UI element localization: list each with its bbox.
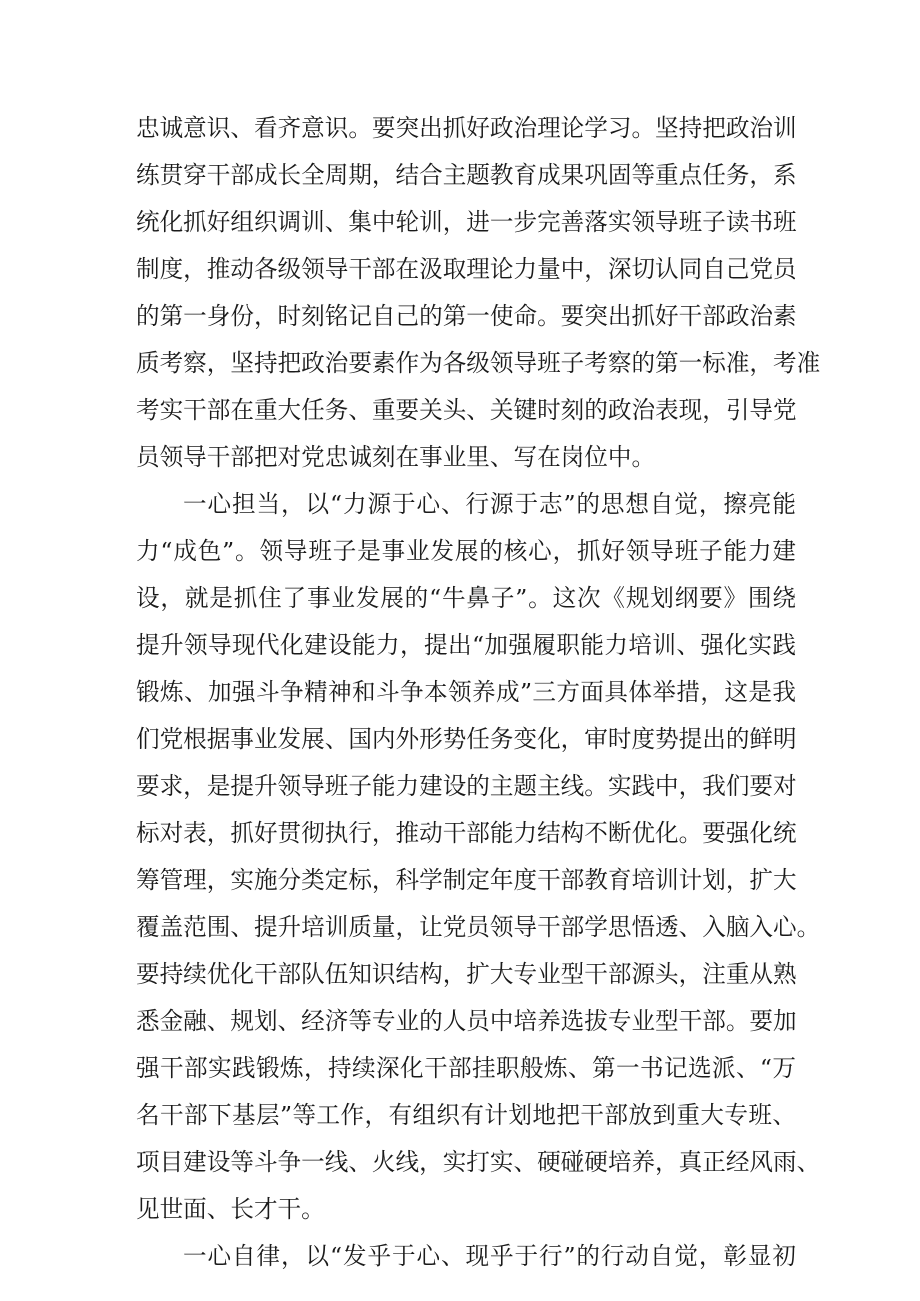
paragraph-line-5: 的第一身份，时刻铭记自己的第一使命。要突出抓好干部政治素 xyxy=(136,302,797,330)
paragraph-line-16: 标对表，抓好贯彻执行，推动干部能力结构不断优化。要强化统 xyxy=(136,819,797,847)
paragraph-line-24: 见世面、长才干。 xyxy=(136,1195,325,1223)
paragraph-line-13: 锻炼、加强斗争精神和斗争本领养成”三方面具体举措，这是我 xyxy=(136,678,796,706)
paragraph-line-18: 覆盖范围、提升培训质量，让党员领导干部学思悟透、入脑入心。 xyxy=(136,913,821,941)
paragraph-line-15: 要求，是提升领导班子能力建设的主题主线。实践中，我们要对 xyxy=(136,772,797,800)
paragraph-line-17: 筹管理，实施分类定标，科学制定年度干部教育培训计划，扩大 xyxy=(136,866,797,894)
paragraph-line-2: 练贯穿干部成长全周期，结合主题教育成果巩固等重点任务，系 xyxy=(136,161,797,189)
paragraph-line-6: 质考察，坚持把政治要素作为各级领导班子考察的第一标准，考准 xyxy=(136,349,821,377)
paragraph-line-19: 要持续优化干部队伍知识结构，扩大专业型干部源头，注重从熟 xyxy=(136,960,797,988)
paragraph-line-11: 设，就是抓住了事业发展的“牛鼻子”。这次《规划纲要》围绕 xyxy=(136,584,796,612)
paragraph-line-7: 考实干部在重大任务、重要关头、关键时刻的政治表现，引导党 xyxy=(136,396,797,424)
paragraph-line-20: 悉金融、规划、经济等专业的人员中培养选拔专业型干部。要加 xyxy=(136,1007,797,1035)
paragraph-line-21: 强干部实践锻炼，持续深化干部挂职般炼、第一书记选派、“万 xyxy=(136,1054,796,1082)
paragraph-line-1: 忠诚意识、看齐意识。要突出抓好政治理论学习。坚持把政治训 xyxy=(136,114,797,142)
paragraph-line-10: 力“成色”。领导班子是事业发展的核心，抓好领导班子能力建 xyxy=(136,537,796,565)
paragraph-line-9: 一心担当，以“力源于心、行源于志”的思想自觉，擦亮能 xyxy=(183,490,796,518)
paragraph-line-25: 一心自律，以“发乎于心、现乎于行”的行动自觉，彰显初 xyxy=(183,1242,796,1270)
paragraph-line-22: 名干部下基层”等工作，有组织有计划地把干部放到重大专班、 xyxy=(136,1101,796,1129)
paragraph-line-4: 制度，推动各级领导干部在汲取理论力量中，深切认同自己党员 xyxy=(136,255,797,283)
paragraph-line-14: 们党根据事业发展、国内外形势任务变化，审时度势提出的鲜明 xyxy=(136,725,797,753)
paragraph-line-12: 提升领导现代化建设能力，提出“加强履职能力培训、强化实践 xyxy=(136,631,796,659)
paragraph-line-3: 统化抓好组织调训、集中轮训，进一步完善落实领导班子读书班 xyxy=(136,208,797,236)
paragraph-line-23: 项目建设等斗争一线、火线，实打实、硬碰硬培养，真正经风雨、 xyxy=(136,1148,821,1176)
paragraph-line-8: 员领导干部把对党忠诚刻在事业里、写在岗位中。 xyxy=(136,443,656,471)
